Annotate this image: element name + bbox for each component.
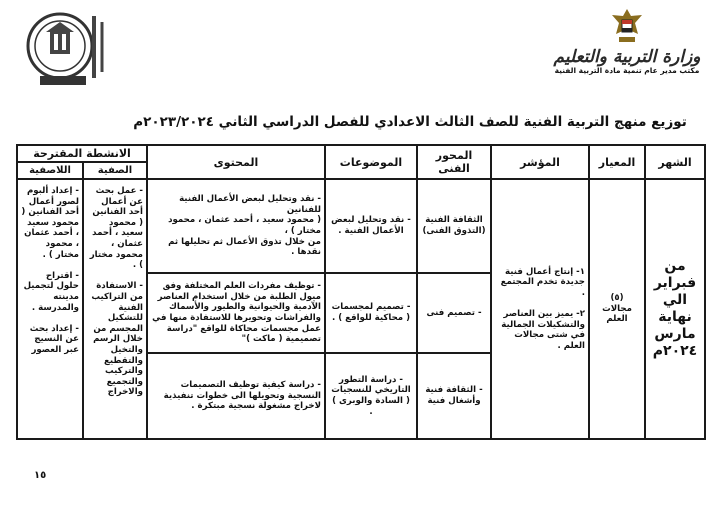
col-month-header: الشهر	[645, 145, 705, 179]
col-indicator-header: المؤشر	[491, 145, 589, 179]
col-topics-header: الموضوعات	[325, 145, 417, 179]
content-cell: - توظيف مفردات العلم المختلفة وفق ميول الطلبة من خلال استخدام العناصر الآدمية والحيوانية والطيور والأسماك والفراشات وتحويرها للاستفادة منها في عمل مجسمات محاكاة للواقع "دراسة تصميمية ( ماكت )"	[147, 273, 325, 353]
topics-cell: - تصميم لمجسمات ( محاكية للواقع ) .	[325, 273, 417, 353]
col-axis-header: المحور الفنى	[417, 145, 491, 179]
content-cell: - نقد وتحليل لبعض الأعمال الفنية للفنانين ( محمود سعيد ، أحمد عثمان ، محمود مختار ) ، من خلال تذوق الأعمال ثم تحليلها ثم نقدها .	[147, 179, 325, 273]
document-title: توزيع منهج التربية الفنية للصف الثالث الاعدادي للفصل الدراسي الثاني ٢٠٢٣/٢٠٢٤م	[133, 114, 687, 130]
content-cell: - دراسة كيفية توظيف التصميمات النسجية وتحويلها الى خطوات تنفيذية لاخراج مشغولة نسجية مبتكرة .	[147, 353, 325, 439]
col-extracurricular-header: اللاصفية	[17, 162, 83, 179]
classroom-activity-cell: - عمل بحث عن أعمال أحد الفنانين ( محمود سعيد ، أحمد عثمان ، محمود مختار ) . - الاستفادة من التراكيب الفنية للتشكيل المجسم من خلال الرسم والتخيل والتقطيع والتركيب والتجميع والاخراج	[83, 179, 147, 439]
axis-cell: - تصميم فنى	[417, 273, 491, 353]
topics-cell: - نقد وتحليل لبعض الأعمال الفنية .	[325, 179, 417, 273]
col-activities-header: الانشطة المقترحة	[17, 145, 147, 162]
table-row	[17, 179, 705, 273]
ministry-header	[552, 6, 702, 90]
col-classroom-header: الصفية	[83, 162, 147, 179]
topics-cell: - دراسة التطور التاريخي للنسجيات ( السادة والوبرى ) .	[325, 353, 417, 439]
page-number: ١٥	[34, 470, 47, 481]
office-name: مكتب مدير عام تنمية مادة التربية الفنية	[554, 66, 700, 75]
axis-cell: - الثقافة فنية وأشغال فنية	[417, 353, 491, 439]
col-content-header: المحتوى	[147, 145, 325, 179]
curriculum-table	[16, 144, 706, 440]
standard-cell: (٥) مجالات العلم	[589, 179, 645, 439]
axis-cell: الثقافة الفنية (التذوق الفنى)	[417, 179, 491, 273]
col-standard-header: المعيار	[589, 145, 645, 179]
ministry-signature: وزارة التربية والتعليم	[553, 47, 701, 67]
directorate-logo	[10, 8, 120, 88]
eagle-emblem-icon	[609, 6, 645, 46]
seal-emblem-icon	[10, 8, 120, 88]
month-cell: من فبراير الي نهاية مارس ٢٠٢٤م	[645, 179, 705, 439]
indicator-cell: ١- إنتاج أعمال فنية جديدة تخدم المجتمع . ٢- يميز بين العناصر والتشكيلات الجمالية في شتى مجالات العلم .	[491, 179, 589, 439]
extracurricular-activity-cell: - إعداد ألبوم لصور أعمال أحد الفنانين ( محمود سعيد ، أحمد عثمان ، محمود مختار ) . - اقتراح حلول لتجميل مدينته والمدرسة . - إعداد بحث عن النسيج عبر العصور	[17, 179, 83, 439]
header-row	[17, 145, 705, 162]
